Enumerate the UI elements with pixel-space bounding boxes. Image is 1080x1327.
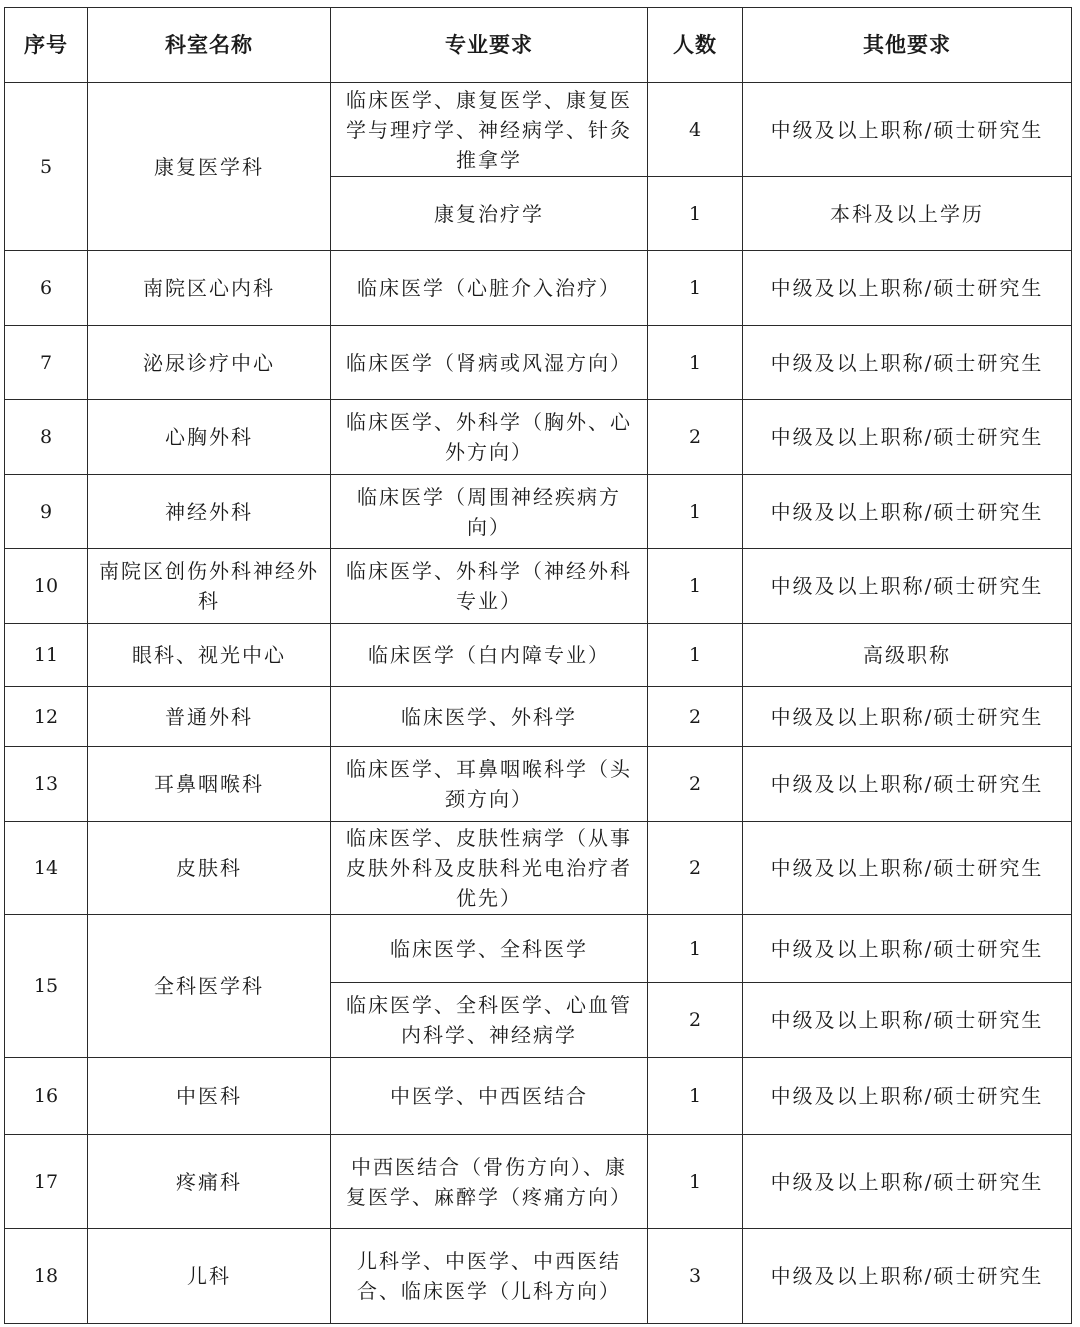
row-no: 12: [5, 687, 88, 747]
header-count: 人数: [648, 8, 743, 83]
header-no: 序号: [5, 8, 88, 83]
row-other: 中级及以上职称/硕士研究生: [743, 1229, 1072, 1324]
row-dept: 泌尿诊疗中心: [88, 326, 331, 400]
row-other: 中级及以上职称/硕士研究生: [743, 326, 1072, 400]
row-count: 2: [648, 983, 743, 1058]
row-other: 中级及以上职称/硕士研究生: [743, 83, 1072, 177]
row-other: 中级及以上职称/硕士研究生: [743, 549, 1072, 624]
row-dept: 眼科、视光中心: [88, 624, 331, 687]
row-no: 7: [5, 326, 88, 400]
row-other: 中级及以上职称/硕士研究生: [743, 400, 1072, 475]
row-major: 临床医学、皮肤性病学（从事皮肤外科及皮肤科光电治疗者优先）: [331, 822, 648, 915]
row-other: 中级及以上职称/硕士研究生: [743, 475, 1072, 549]
table-row: [5, 251, 1072, 326]
row-no: 11: [5, 624, 88, 687]
row-major: 临床医学、外科学（神经外科专业）: [331, 549, 648, 624]
row-major: 临床医学、耳鼻咽喉科学（头颈方向）: [331, 747, 648, 822]
row-dept: 心胸外科: [88, 400, 331, 475]
row-no: 6: [5, 251, 88, 326]
table-row: [5, 747, 1072, 822]
row-count: 2: [648, 747, 743, 822]
row-no: 13: [5, 747, 88, 822]
row-no: 5: [5, 83, 88, 251]
row-count: 1: [648, 251, 743, 326]
table-row: [5, 83, 1072, 177]
row-other: 中级及以上职称/硕士研究生: [743, 983, 1072, 1058]
row-dept: 疼痛科: [88, 1135, 331, 1229]
header-row: [5, 8, 1072, 83]
row-count: 4: [648, 83, 743, 177]
row-major: 临床医学、全科医学、心血管内科学、神经病学: [331, 983, 648, 1058]
row-major: 儿科学、中医学、中西医结合、临床医学（儿科方向）: [331, 1229, 648, 1324]
row-count: 1: [648, 1135, 743, 1229]
row-major: 临床医学（心脏介入治疗）: [331, 251, 648, 326]
row-count: 1: [648, 624, 743, 687]
row-count: 1: [648, 1058, 743, 1135]
table-row: [5, 400, 1072, 475]
row-major: 临床医学（白内障专业）: [331, 624, 648, 687]
row-major: 临床医学、外科学: [331, 687, 648, 747]
row-count: 2: [648, 687, 743, 747]
row-major: 中西医结合（骨伤方向）、康复医学、麻醉学（疼痛方向）: [331, 1135, 648, 1229]
row-dept: 南院区心内科: [88, 251, 331, 326]
row-dept: 耳鼻咽喉科: [88, 747, 331, 822]
row-count: 2: [648, 822, 743, 915]
table-row: [5, 822, 1072, 915]
row-other: 中级及以上职称/硕士研究生: [743, 1135, 1072, 1229]
row-dept: 神经外科: [88, 475, 331, 549]
row-count: 1: [648, 475, 743, 549]
row-other: 中级及以上职称/硕士研究生: [743, 915, 1072, 983]
header-major: 专业要求: [331, 8, 648, 83]
row-other: 本科及以上学历: [743, 177, 1072, 251]
row-dept: 南院区创伤外科神经外科: [88, 549, 331, 624]
table-row: [5, 549, 1072, 624]
row-no: 18: [5, 1229, 88, 1324]
row-dept: 康复医学科: [88, 83, 331, 251]
table-row: [5, 475, 1072, 549]
row-dept: 儿科: [88, 1229, 331, 1324]
table-row: [5, 687, 1072, 747]
row-dept: 皮肤科: [88, 822, 331, 915]
row-other: 中级及以上职称/硕士研究生: [743, 1058, 1072, 1135]
row-no: 16: [5, 1058, 88, 1135]
row-count: 3: [648, 1229, 743, 1324]
recruitment-table: [4, 7, 1072, 1324]
row-major: 中医学、中西医结合: [331, 1058, 648, 1135]
row-other: 中级及以上职称/硕士研究生: [743, 687, 1072, 747]
row-count: 1: [648, 177, 743, 251]
row-dept: 中医科: [88, 1058, 331, 1135]
header-dept: 科室名称: [88, 8, 331, 83]
table-row: [5, 624, 1072, 687]
row-no: 17: [5, 1135, 88, 1229]
table-row: [5, 326, 1072, 400]
row-other: 高级职称: [743, 624, 1072, 687]
row-count: 1: [648, 549, 743, 624]
row-no: 14: [5, 822, 88, 915]
row-no: 9: [5, 475, 88, 549]
row-count: 1: [648, 915, 743, 983]
row-no: 8: [5, 400, 88, 475]
row-count: 2: [648, 400, 743, 475]
row-dept: 普通外科: [88, 687, 331, 747]
table-row: [5, 1135, 1072, 1229]
row-no: 15: [5, 915, 88, 1058]
row-major: 临床医学（肾病或风湿方向）: [331, 326, 648, 400]
row-no: 10: [5, 549, 88, 624]
row-major: 临床医学、康复医学、康复医学与理疗学、神经病学、针灸推拿学: [331, 83, 648, 177]
row-count: 1: [648, 326, 743, 400]
row-other: 中级及以上职称/硕士研究生: [743, 747, 1072, 822]
row-major: 临床医学、外科学（胸外、心外方向）: [331, 400, 648, 475]
row-major: 康复治疗学: [331, 177, 648, 251]
row-dept: 全科医学科: [88, 915, 331, 1058]
table-row: [5, 915, 1072, 983]
table-row: [5, 1229, 1072, 1324]
row-major: 临床医学（周围神经疾病方向）: [331, 475, 648, 549]
row-other: 中级及以上职称/硕士研究生: [743, 822, 1072, 915]
row-major: 临床医学、全科医学: [331, 915, 648, 983]
header-other: 其他要求: [743, 8, 1072, 83]
table-row: [5, 1058, 1072, 1135]
row-other: 中级及以上职称/硕士研究生: [743, 251, 1072, 326]
